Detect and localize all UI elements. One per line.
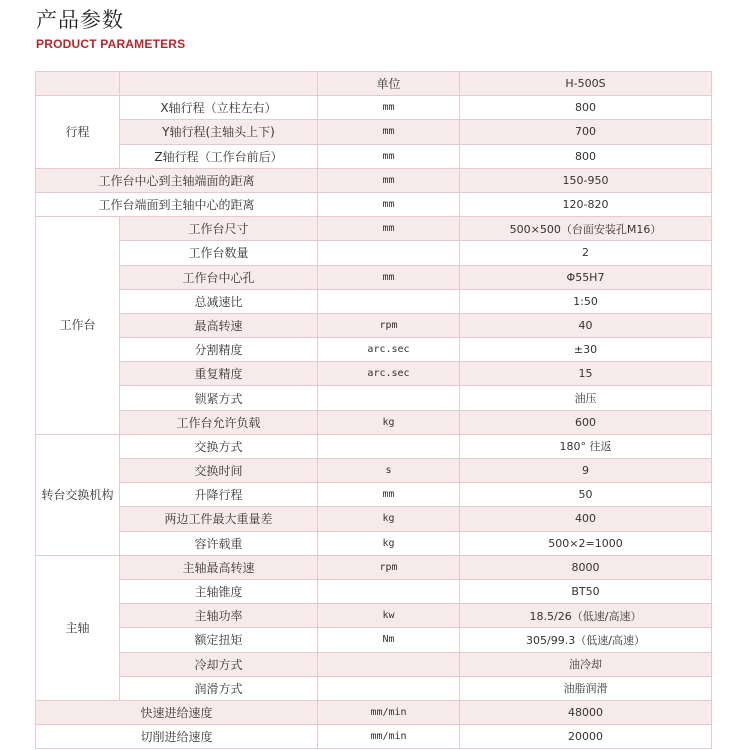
param-value: 2: [460, 241, 712, 265]
param-name: 升降行程: [120, 483, 318, 507]
param-value: 20000: [460, 725, 712, 749]
param-name: Z轴行程（工作台前后）: [120, 144, 318, 168]
param-value: 油压: [460, 386, 712, 410]
param-name: 工作台尺寸: [120, 217, 318, 241]
param-unit: [318, 434, 460, 458]
table-row: [36, 410, 712, 434]
table-row: [36, 144, 712, 168]
table-row: [36, 555, 712, 579]
group-label-worktable: 工作台: [36, 217, 120, 435]
param-name: 最高转速: [120, 313, 318, 337]
param-name: 总减速比: [120, 289, 318, 313]
param-unit: kg: [318, 507, 460, 531]
table-row: [36, 725, 712, 749]
table-row: [36, 338, 712, 362]
param-unit: kw: [318, 604, 460, 628]
param-name: X轴行程（立柱左右）: [120, 96, 318, 120]
table-row: [36, 241, 712, 265]
table-row: [36, 289, 712, 313]
table-row: [36, 676, 712, 700]
table-header-row: [36, 72, 712, 96]
param-name: 容许载重: [120, 531, 318, 555]
param-name: 重复精度: [120, 362, 318, 386]
param-name: 工作台端面到主轴中心的距离: [36, 192, 318, 216]
table-row: [36, 168, 712, 192]
param-name: 工作台中心到主轴端面的距离: [36, 168, 318, 192]
group-label-spindle: 主轴: [36, 555, 120, 700]
table-row: [36, 459, 712, 483]
param-unit: mm: [318, 192, 460, 216]
param-unit: kg: [318, 531, 460, 555]
param-name: 两边工件最大重量差: [120, 507, 318, 531]
table-row: [36, 700, 712, 724]
table-row: [36, 531, 712, 555]
group-label-exchange: 转台交换机构: [36, 434, 120, 555]
param-value: 120-820: [460, 192, 712, 216]
param-unit: mm: [318, 168, 460, 192]
param-value: 500×500（台面安装孔M16）: [460, 217, 712, 241]
param-unit: kg: [318, 410, 460, 434]
param-name: 锁紧方式: [120, 386, 318, 410]
param-value: 305/99.3（低速/高速）: [460, 628, 712, 652]
table-row: [36, 652, 712, 676]
param-value: 400: [460, 507, 712, 531]
param-value: BT50: [460, 579, 712, 603]
param-value: 180° 往返: [460, 434, 712, 458]
param-name: 主轴锥度: [120, 579, 318, 603]
param-value: 8000: [460, 555, 712, 579]
param-name: 交换时间: [120, 459, 318, 483]
param-name: 润滑方式: [120, 676, 318, 700]
param-unit: [318, 241, 460, 265]
param-name: 交换方式: [120, 434, 318, 458]
param-name: 主轴最高转速: [120, 555, 318, 579]
table-row: [36, 628, 712, 652]
param-value: 600: [460, 410, 712, 434]
page-subtitle: PRODUCT PARAMETERS: [36, 37, 186, 51]
param-name: 工作台中心孔: [120, 265, 318, 289]
table-row: [36, 386, 712, 410]
param-unit: [318, 676, 460, 700]
table-row: [36, 434, 712, 458]
param-unit: mm/min: [318, 700, 460, 724]
param-unit: mm: [318, 120, 460, 144]
param-value: 800: [460, 96, 712, 120]
page-title: 产品参数: [36, 8, 124, 32]
table-row: [36, 362, 712, 386]
param-name: 工作台允许负载: [120, 410, 318, 434]
param-value: Φ55H7: [460, 265, 712, 289]
table-row: [36, 120, 712, 144]
table-row: [36, 96, 712, 120]
param-unit: [318, 579, 460, 603]
param-unit: [318, 386, 460, 410]
param-unit: mm: [318, 144, 460, 168]
table-row: [36, 483, 712, 507]
param-unit: [318, 289, 460, 313]
table-header-blank: [36, 72, 120, 96]
param-value: 150-950: [460, 168, 712, 192]
param-value: 40: [460, 313, 712, 337]
param-unit: arc.sec: [318, 338, 460, 362]
param-name: 冷却方式: [120, 652, 318, 676]
param-name: 工作台数量: [120, 241, 318, 265]
param-unit: mm: [318, 483, 460, 507]
param-name: 额定扭矩: [120, 628, 318, 652]
param-unit: rpm: [318, 555, 460, 579]
param-name: 主轴功率: [120, 604, 318, 628]
param-name: 快速进给速度: [36, 700, 318, 724]
param-name: Y轴行程(主轴头上下): [120, 120, 318, 144]
param-value: 油冷却: [460, 652, 712, 676]
param-unit: mm: [318, 265, 460, 289]
param-value: 500×2=1000: [460, 531, 712, 555]
table-row: [36, 604, 712, 628]
table-row: [36, 313, 712, 337]
table-row: [36, 192, 712, 216]
param-value: 1:50: [460, 289, 712, 313]
table-row: [36, 579, 712, 603]
param-unit: s: [318, 459, 460, 483]
param-unit: [318, 652, 460, 676]
param-value: 18.5/26（低速/高速）: [460, 604, 712, 628]
table-row: [36, 507, 712, 531]
param-value: 油脂润滑: [460, 676, 712, 700]
param-name: 切削进给速度: [36, 725, 318, 749]
param-unit: mm/min: [318, 725, 460, 749]
param-value: 48000: [460, 700, 712, 724]
table-header-blank: [120, 72, 318, 96]
param-value: 9: [460, 459, 712, 483]
param-unit: rpm: [318, 313, 460, 337]
param-unit: Nm: [318, 628, 460, 652]
param-name: 分割精度: [120, 338, 318, 362]
table-row: [36, 265, 712, 289]
table-row: [36, 217, 712, 241]
table-header-model: H-500S: [460, 72, 712, 96]
param-unit: mm: [318, 96, 460, 120]
param-value: ±30: [460, 338, 712, 362]
param-value: 800: [460, 144, 712, 168]
param-unit: arc.sec: [318, 362, 460, 386]
param-value: 50: [460, 483, 712, 507]
param-unit: mm: [318, 217, 460, 241]
table-header-unit: 单位: [318, 72, 460, 96]
param-value: 700: [460, 120, 712, 144]
param-value: 15: [460, 362, 712, 386]
group-label-travel: 行程: [36, 96, 120, 169]
product-parameters-table: [35, 71, 712, 749]
